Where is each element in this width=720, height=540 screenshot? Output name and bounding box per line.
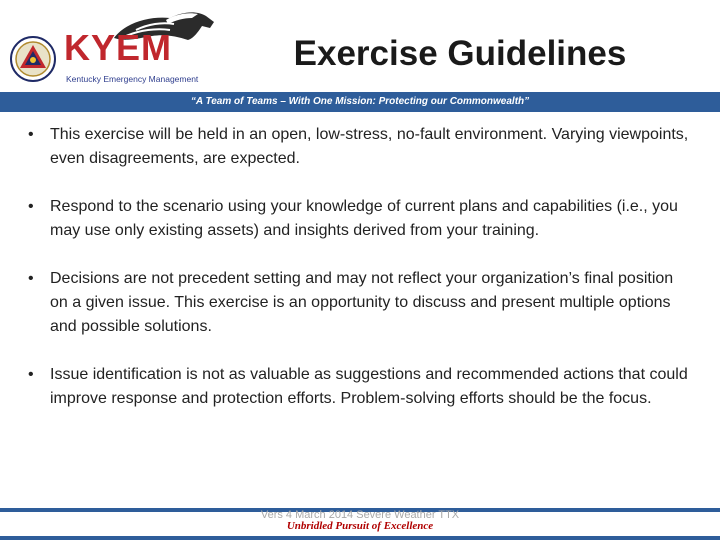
page-title: Exercise Guidelines bbox=[293, 34, 627, 73]
bullet-marker: • bbox=[28, 126, 34, 143]
kyem-seal-icon bbox=[10, 36, 56, 82]
bullet-marker: • bbox=[28, 366, 34, 383]
kyem-logo-text: KYEM bbox=[64, 27, 173, 68]
bullet-marker: • bbox=[28, 198, 34, 215]
bullet-item-3 bbox=[30, 267, 690, 339]
bullet-marker: • bbox=[28, 270, 34, 287]
header bbox=[0, 0, 720, 92]
bullet-item-1 bbox=[30, 123, 690, 171]
tagline: “A Team of Teams – With One Mission: Protecting our Commonwealth” bbox=[190, 96, 530, 107]
bullet-text-4: Issue identification is not as valuable as suggestions and recommended actions that could improve response and protection efforts. Problem-solving efforts should be the focus. bbox=[50, 366, 688, 407]
bullet-text-2: Respond to the scenario using your knowledge of current plans and capabilities (i.e., you may use only existing assets) and insights derived from your training. bbox=[50, 198, 678, 239]
bullet-item-2 bbox=[30, 195, 690, 243]
kyem-logo-subtitle: Kentucky Emergency Management bbox=[66, 74, 199, 84]
bullet-item-4 bbox=[30, 363, 690, 411]
footer-line bbox=[0, 536, 720, 540]
bullet-text-1: This exercise will be held in an open, low-stress, no-fault environment. Varying viewpoints, even disagreements, are expected. bbox=[50, 126, 689, 167]
bullet-list bbox=[30, 123, 690, 411]
bullet-text-3: Decisions are not precedent setting and may not reflect your organization’s final position on a given issue. This exercise is an opportunity to discuss and present multiple options and possible solutions. bbox=[50, 270, 674, 335]
version-text: Vers 4 March 2014 Severe Weather TTX bbox=[260, 509, 460, 521]
motto-text: Unbridled Pursuit of Excellence bbox=[286, 520, 434, 532]
